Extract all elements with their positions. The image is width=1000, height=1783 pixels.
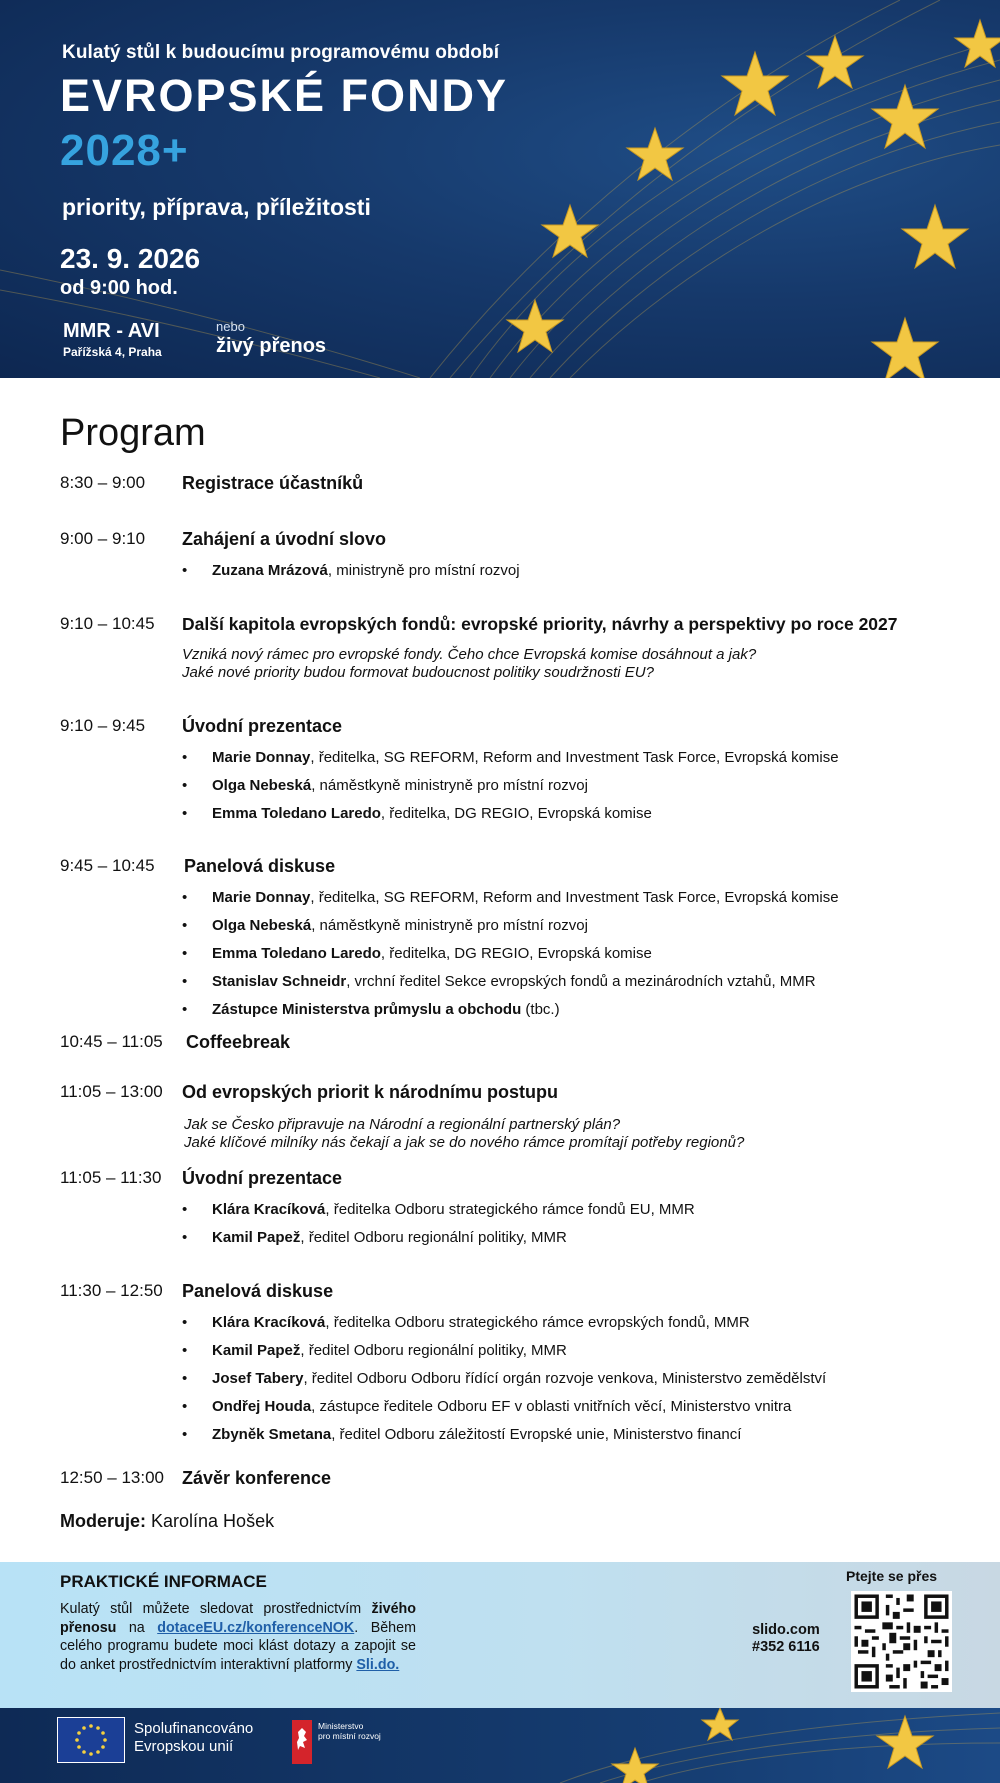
- mmr-lion-logo: [292, 1720, 312, 1764]
- item-title: Panelová diskuse: [184, 856, 336, 876]
- speaker-name: Kamil Papež: [212, 1342, 301, 1359]
- speaker-item: • Emma Toledano Laredo, ředitelka, DG REGIO, Evropská komise: [182, 945, 652, 962]
- info-text-part: Kulatý stůl můžete sledovat prostřednictvím: [60, 1601, 372, 1617]
- speaker-name: Olga Nebeská: [212, 777, 312, 794]
- or-label: nebo: [216, 319, 245, 334]
- info-heading: PRAKTICKÉ INFORMACE: [60, 1572, 267, 1591]
- speaker-name: Klára Kracíková: [212, 1201, 326, 1218]
- mmr-text: [318, 1721, 381, 1741]
- header-banner: [0, 0, 1000, 378]
- speaker-role: , ředitelka, SG REFORM, Reform and Investment Task Force, Evropská komise: [310, 749, 839, 766]
- event-year: 2028+: [60, 126, 189, 175]
- ask-label: Ptejte se přes: [846, 1568, 938, 1584]
- event-date: 23. 9. 2026: [60, 243, 201, 274]
- speaker-name: Marie Donnay: [212, 749, 311, 766]
- info-text-part: . Během celého programu budete moci klást dotazy a zapojit se do anket prostřednictvím interaktivní platformy: [60, 1619, 416, 1673]
- item-time: 8:30 – 9:00: [60, 473, 146, 492]
- speaker-name: Ondřej Houda: [212, 1398, 312, 1415]
- info-text-part: na: [116, 1619, 158, 1636]
- item-time: 11:05 – 13:00: [60, 1082, 163, 1101]
- item-title: Registrace účastníků: [182, 473, 364, 493]
- stream-link[interactable]: dotaceEU.cz/konferenceNOK: [157, 1619, 355, 1636]
- event-subtitle: Kulatý stůl k budoucímu programovému období: [62, 42, 500, 63]
- moderator-name: Karolína Hošek: [146, 1511, 275, 1531]
- moderator-label: Moderuje:: [60, 1511, 147, 1531]
- slido-link[interactable]: Sli.do.: [356, 1656, 400, 1673]
- eu-cofinanced-text: [134, 1720, 253, 1756]
- speaker-name: Kamil Papež: [212, 1229, 301, 1246]
- speaker-role: , ředitelka, DG REGIO, Evropská komise: [380, 945, 652, 962]
- item-title: Další kapitola evropských fondů: evropské priority, návrhy a perspektivy po roce 2027: [182, 614, 898, 634]
- speaker-item: • Klára Kracíková, ředitelka Odboru strategického rámce evropských fondů, MMR: [182, 1314, 750, 1331]
- program-section: [0, 378, 1000, 1562]
- item-description: Vzniká nový rámec pro evropské fondy. Čeho chce Evropská komise dosáhnout a jak?: [182, 646, 757, 663]
- speaker-name: Emma Toledano Laredo: [212, 945, 381, 962]
- event-venue: MMR - AVI: [63, 320, 160, 342]
- speaker-role: , ředitel Odboru regionální politiky, MMR: [300, 1229, 567, 1246]
- item-time: 9:00 – 9:10: [60, 529, 146, 548]
- item-time: 11:05 – 11:30: [60, 1168, 162, 1187]
- eu-flag-logo: [57, 1717, 125, 1763]
- eu-text-line: Evropskou unií: [134, 1738, 234, 1755]
- moderator-line: [60, 1511, 274, 1532]
- item-time: 9:45 – 10:45: [60, 856, 155, 875]
- speaker-name: Zástupce Ministerstva průmyslu a obchodu: [212, 1001, 522, 1018]
- item-time: 10:45 – 11:05: [60, 1032, 163, 1051]
- speaker-item: • Stanislav Schneidr, vrchní ředitel Sekce evropských fondů a mezinárodních vztahů, MMR: [182, 973, 816, 990]
- speaker-role: , náměstkyně ministryně pro místní rozvoj: [311, 917, 588, 934]
- event-title: EVROPSKÉ FONDY: [60, 70, 509, 121]
- speaker-item: • Ondřej Houda, zástupce ředitele Odboru EF v oblasti vnitřních věcí, Ministerstvo vnitra: [182, 1398, 792, 1415]
- speaker-name: Olga Nebeská: [212, 917, 312, 934]
- slido-url: slido.com: [752, 1622, 820, 1638]
- item-description: Jak se Česko připravuje na Národní a regionální partnerský plán?: [184, 1116, 621, 1133]
- live-stream-label: živý přenos: [216, 335, 327, 357]
- footer: [0, 1708, 1000, 1783]
- speaker-role: , ředitelka Odboru strategického rámce evropských fondů, MMR: [325, 1314, 750, 1331]
- eu-text-line: Spolufinancováno: [134, 1720, 254, 1737]
- item-title: Zahájení a úvodní slovo: [182, 529, 387, 549]
- speaker-name: Emma Toledano Laredo: [212, 805, 381, 822]
- mmr-text-line: Ministerstvo: [318, 1721, 364, 1731]
- speaker-role: , vrchní ředitel Sekce evropských fondů a mezinárodních vztahů, MMR: [346, 973, 816, 990]
- speaker-item: • Emma Toledano Laredo, ředitelka, DG REGIO, Evropská komise: [182, 805, 652, 822]
- item-title: Úvodní prezentace: [182, 716, 343, 736]
- item-title: Od evropských priorit k národnímu postupu: [182, 1082, 559, 1102]
- info-text: [60, 1600, 416, 1674]
- speaker-name: Zbyněk Smetana: [212, 1426, 332, 1443]
- slido-info: [752, 1622, 820, 1656]
- item-time: 12:50 – 13:00: [60, 1468, 164, 1487]
- item-description: Jaké nové priority budou formovat budoucnost politiky soudržnosti EU?: [182, 664, 654, 681]
- speaker-role: , ředitel Odboru Odboru řídící orgán rozvoje venkova, Ministerstvo zemědělství: [303, 1370, 827, 1387]
- speaker-item: • Zástupce Ministerstva průmyslu a obchodu (tbc.): [182, 1001, 560, 1018]
- speaker-role: , zástupce ředitele Odboru EF v oblasti vnitřních věcí, Ministerstvo vnitra: [311, 1398, 792, 1415]
- speaker-item: • Marie Donnay, ředitelka, SG REFORM, Reform and Investment Task Force, Evropská komise: [182, 889, 839, 906]
- speaker-name: Marie Donnay: [212, 889, 311, 906]
- speaker-name: Zuzana Mrázová: [212, 562, 328, 579]
- event-time: od 9:00 hod.: [60, 277, 178, 299]
- speaker-role: , ředitel Odboru regionální politiky, MMR: [300, 1342, 567, 1359]
- speaker-role: , ředitel Odboru záležitostí Evropské unie, Ministerstvo financí: [331, 1426, 742, 1443]
- speaker-role: , náměstkyně ministryně pro místní rozvoj: [311, 777, 588, 794]
- speaker-role: (tbc.): [521, 1001, 560, 1018]
- speaker-item: • Zuzana Mrázová, ministryně pro místní rozvoj: [182, 562, 520, 579]
- info-text-bold: živého přenosu: [60, 1601, 416, 1636]
- slido-code: #352 6116: [752, 1639, 820, 1655]
- item-title: Coffeebreak: [186, 1032, 291, 1052]
- speaker-role: , ředitelka, SG REFORM, Reform and Investment Task Force, Evropská komise: [310, 889, 839, 906]
- speaker-item: • Kamil Papež, ředitel Odboru regionální politiky, MMR: [182, 1342, 567, 1359]
- item-time: 9:10 – 9:45: [60, 716, 146, 735]
- item-time: 9:10 – 10:45: [60, 614, 155, 633]
- speaker-item: • Marie Donnay, ředitelka, SG REFORM, Reform and Investment Task Force, Evropská komise: [182, 749, 839, 766]
- item-description: Jaké klíčové milníky nás čekají a jak se do nového rámce promítají potřeby regionů?: [184, 1134, 745, 1151]
- event-address: Pařížská 4, Praha: [63, 345, 162, 359]
- item-title: Úvodní prezentace: [182, 1168, 343, 1188]
- item-title: Panelová diskuse: [182, 1281, 334, 1301]
- speaker-item: • Olga Nebeská, náměstkyně ministryně pro místní rozvoj: [182, 917, 588, 934]
- speaker-item: • Olga Nebeská, náměstkyně ministryně pro místní rozvoj: [182, 777, 588, 794]
- item-title: Závěr konference: [182, 1468, 332, 1488]
- speaker-item: • Zbyněk Smetana, ředitel Odboru záležitostí Evropské unie, Ministerstvo financí: [182, 1426, 742, 1443]
- speaker-item: • Klára Kracíková, ředitelka Odboru strategického rámce fondů EU, MMR: [182, 1201, 695, 1218]
- speaker-item: • Kamil Papež, ředitel Odboru regionální politiky, MMR: [182, 1229, 567, 1246]
- speaker-role: , ředitelka Odboru strategického rámce fondů EU, MMR: [325, 1201, 695, 1218]
- speaker-name: Josef Tabery: [212, 1370, 304, 1387]
- speaker-name: Klára Kracíková: [212, 1314, 326, 1331]
- speaker-role: , ministryně pro místní rozvoj: [327, 562, 520, 579]
- speaker-item: • Josef Tabery, ředitel Odboru Odboru řídící orgán rozvoje venkova, Ministerstvo zemědělství: [182, 1370, 827, 1387]
- practical-info-box: [0, 1562, 1000, 1708]
- program-title: Program: [60, 412, 206, 454]
- speaker-role: , ředitelka, DG REGIO, Evropská komise: [380, 805, 652, 822]
- qr-code-icon[interactable]: [851, 1591, 952, 1692]
- item-time: 11:30 – 12:50: [60, 1281, 163, 1300]
- mmr-text-line: pro místní rozvoj: [318, 1731, 381, 1741]
- event-tagline: priority, příprava, příležitosti: [62, 194, 371, 220]
- speaker-name: Stanislav Schneidr: [212, 973, 347, 990]
